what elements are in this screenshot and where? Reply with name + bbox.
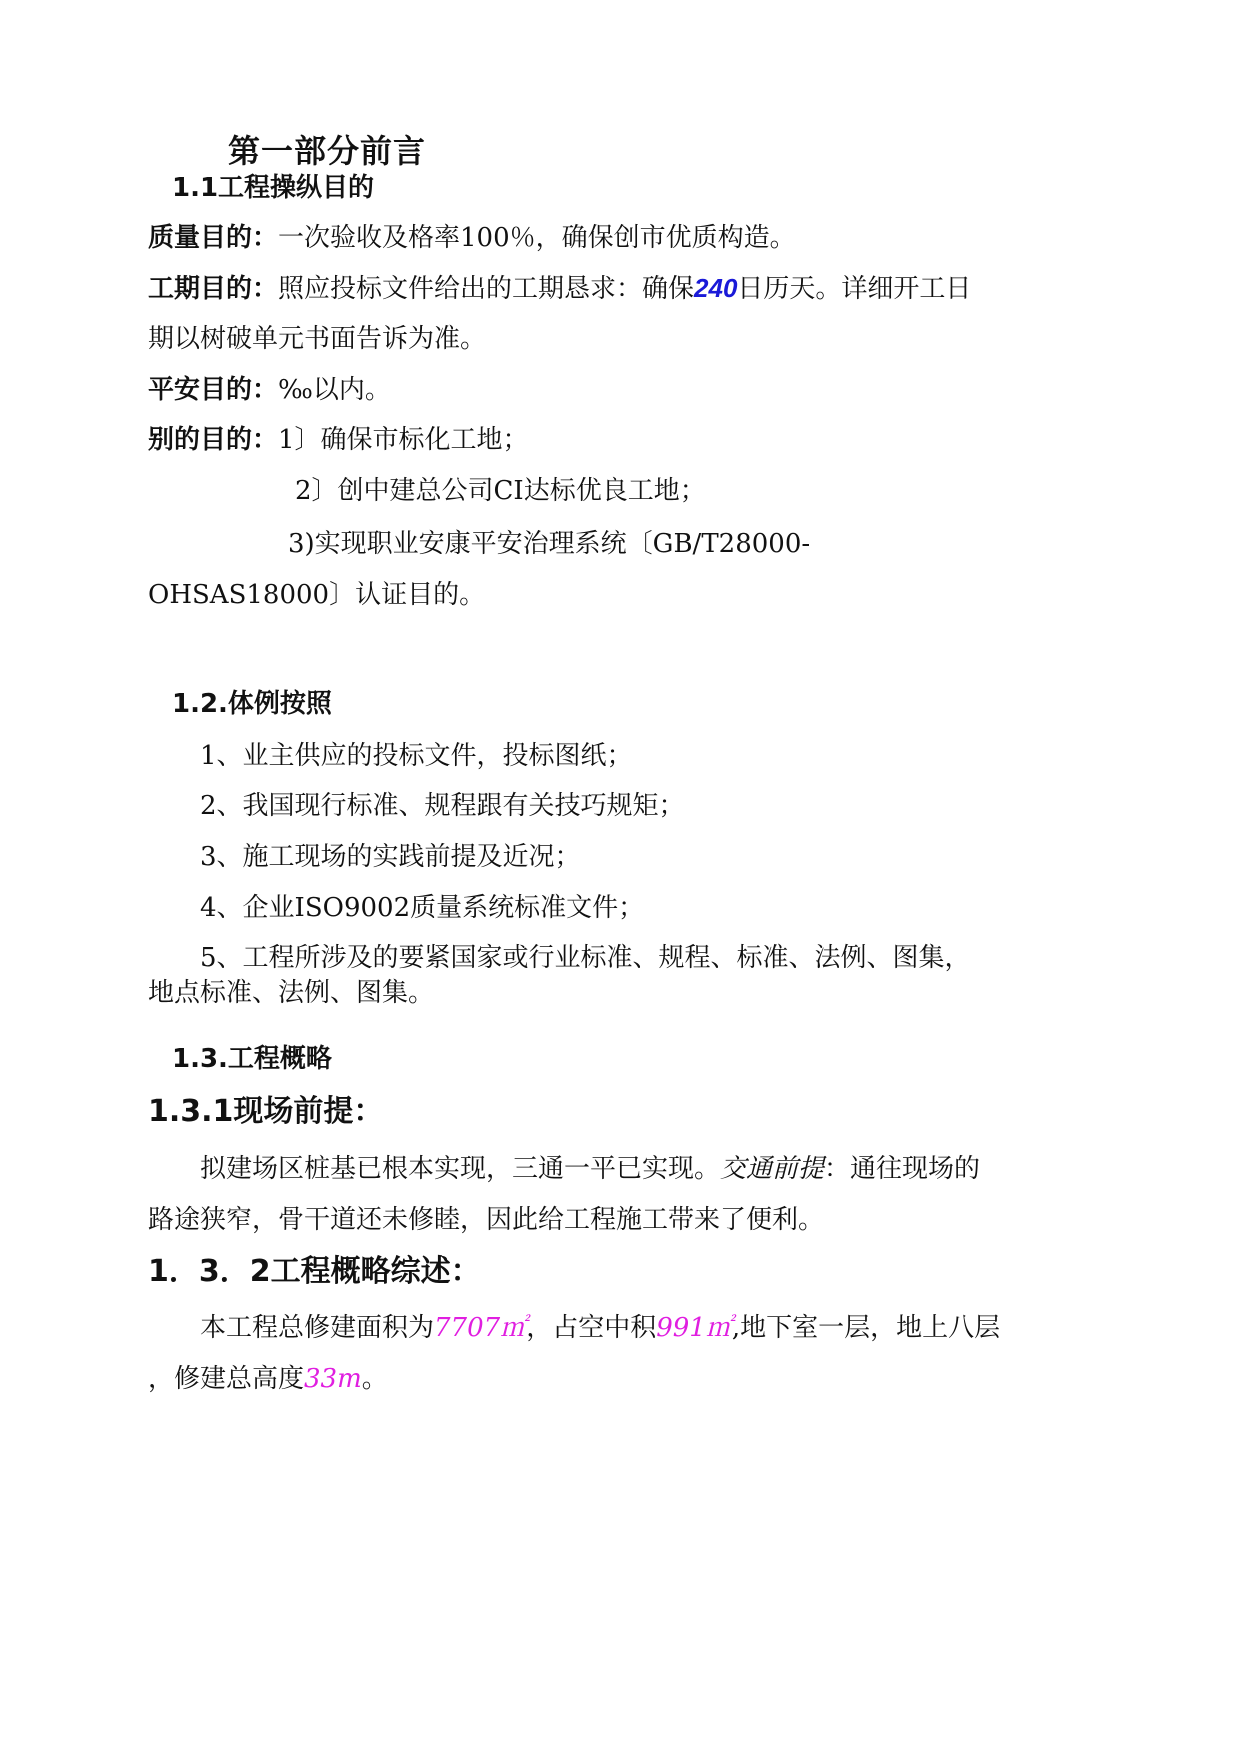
section-1-1-heading: 1.1工程操纵目的: [172, 173, 375, 203]
safety-goal-label: 平安目的：: [148, 375, 279, 405]
other-goal-item-1: 1〕确保市标化工地；: [278, 425, 529, 455]
quality-goal-line: [148, 221, 796, 255]
basis-item-2: 2、我国现行标准、规程跟有关技巧规矩；: [200, 791, 685, 821]
overview-pre: 本工程总修建面积为: [200, 1313, 435, 1343]
total-area-value: 7707㎡: [434, 1313, 527, 1343]
basis-item-5-cont: 地点标准、法例、图集。: [148, 978, 435, 1008]
period-goal-line: [148, 271, 971, 306]
basis-item-5: 5、工程所涉及的要紧国家或行业标准、规程、标准、法例、图集，: [200, 943, 971, 973]
site-conditions-post: ：通往现场的: [824, 1154, 981, 1184]
traffic-conditions-label: 交通前提: [720, 1154, 825, 1184]
overview-line: [200, 1311, 1000, 1345]
other-goal-item-2: 2〕创中建总公司CI达标优良工地；: [295, 476, 706, 506]
page-title: 第一部分前言: [228, 132, 427, 170]
section-1-3-heading: 1.3.工程概略: [172, 1044, 332, 1074]
overview-mid: ，占空中积: [526, 1313, 657, 1343]
building-height-value: 33m: [304, 1364, 362, 1394]
site-conditions-line-2: 路途狭窄，骨干道还未修睦，因此给工程施工带来了便利。: [148, 1205, 825, 1235]
overview-line-2: [148, 1362, 388, 1396]
overview-line-2-post: 。: [361, 1364, 388, 1394]
period-goal-label: 工期目的：: [148, 274, 279, 304]
basis-item-3: 3、施工现场的实践前提及近况；: [200, 842, 581, 872]
other-goal-item-3: 3)实现职业安康平安治理系统〔GB/T28000-: [288, 529, 811, 559]
other-goal-item-3-cont: OHSAS18000〕认证目的。: [148, 580, 486, 610]
section-1-3-1-heading: 1.3.1现场前提：: [148, 1094, 384, 1129]
section-1-3-2-heading: 1．3．2工程概略综述：: [148, 1254, 481, 1289]
footprint-area-value: 991㎡: [656, 1313, 732, 1343]
other-goal-line: [148, 423, 529, 457]
overview-line-2-pre: ，修建总高度: [148, 1364, 305, 1394]
quality-goal-label: 质量目的：: [148, 223, 279, 253]
section-1-2-heading: 1.2.体例按照: [172, 689, 332, 719]
period-goal-pre: 照应投标文件给出的工期恳求：确保: [278, 274, 695, 304]
site-conditions-line: [200, 1152, 980, 1186]
safety-goal-text: ‰以内。: [278, 375, 391, 405]
site-conditions-pre: 拟建场区桩基已根本实现，三通一平已实现。: [200, 1154, 721, 1184]
other-goal-label: 别的目的：: [148, 425, 279, 455]
period-goal-line-2: 期以树破单元书面告诉为准。: [148, 324, 487, 354]
period-goal-post: 日历天。详细开工日: [737, 274, 972, 304]
basis-item-1: 1、业主供应的投标文件，投标图纸；: [200, 741, 633, 771]
quality-goal-text: 一次验收及格率100％，确保创市优质构造。: [278, 223, 796, 253]
overview-post: ,地下室一层，地上八层: [731, 1313, 1001, 1343]
basis-item-4: 4、企业ISO9002质量系统标准文件；: [200, 893, 645, 923]
period-days-value: 240: [694, 273, 738, 303]
safety-goal-line: [148, 373, 391, 407]
